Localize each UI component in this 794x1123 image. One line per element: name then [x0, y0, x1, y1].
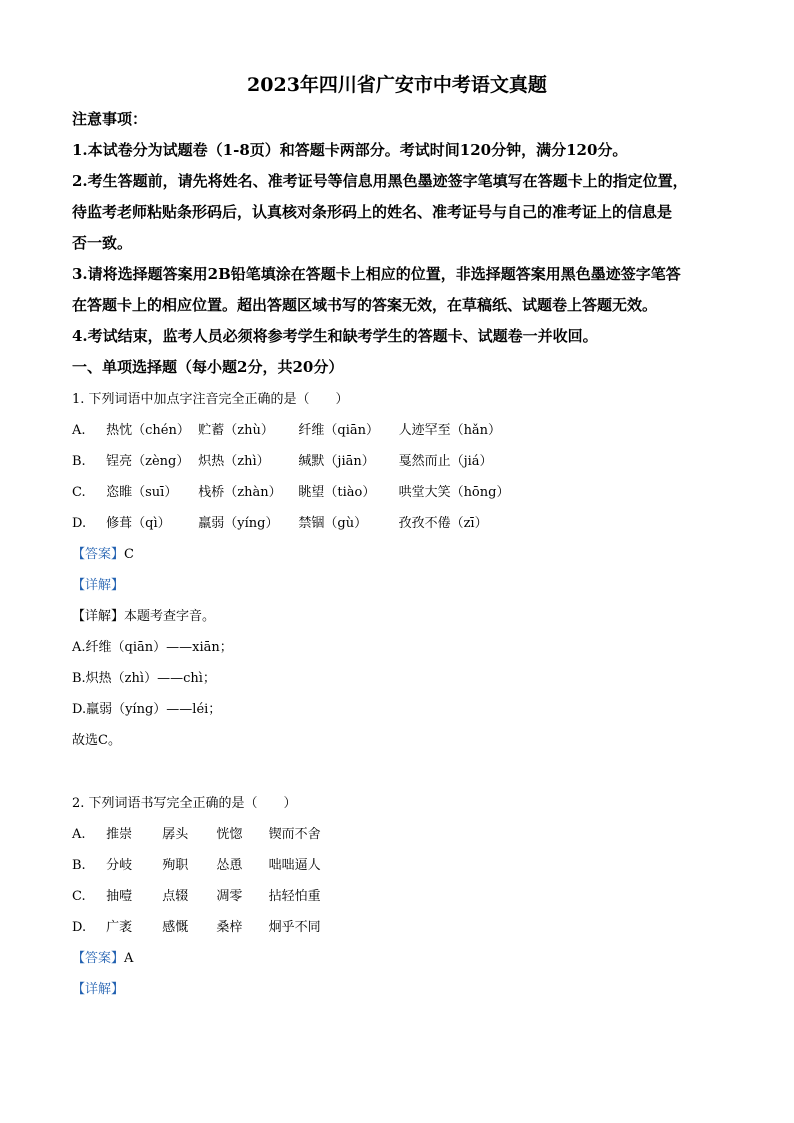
option-word: 孱头	[162, 827, 189, 842]
option-word: 孜孜不倦（zī）	[398, 516, 488, 531]
option-word: 桑梓	[216, 920, 243, 935]
option-word: 炯乎不同	[268, 920, 321, 935]
option-word: 点辍	[162, 889, 189, 904]
notice-line: 否一致。	[72, 234, 133, 252]
option-d	[72, 912, 732, 943]
option-word: 恣睢（suī）	[106, 485, 178, 500]
option-label: A.	[72, 423, 86, 438]
option-word: 缄默（jiān）	[298, 454, 375, 469]
option-word: 分岐	[106, 858, 133, 873]
question-stem: 2. 下列词语书写完全正确的是（ ）	[72, 796, 297, 811]
answer-tag: 【答案】	[72, 951, 125, 966]
option-word: 感慨	[162, 920, 189, 935]
option-c	[72, 477, 732, 508]
option-word: 怂恿	[216, 858, 243, 873]
option-b	[72, 850, 732, 881]
option-word: 栈桥（zhàn）	[198, 485, 282, 500]
option-c	[72, 881, 732, 912]
question-1	[72, 384, 732, 756]
option-label: B.	[72, 454, 86, 469]
section-heading: 一、单项选择题（每小题2分，共20分）	[72, 358, 344, 376]
option-word: 炽热（zhì）	[198, 454, 270, 469]
notice-line: 4.考试结束，监考人员必须将参考学生和缺考学生的答题卡、试题卷一并收回。	[72, 327, 598, 345]
option-word: 推崇	[106, 827, 133, 842]
option-a	[72, 819, 732, 850]
option-word: 热忱（chén）	[106, 423, 190, 438]
option-word: 拈轻怕重	[268, 889, 321, 904]
conclusion-line: 故选C。	[72, 733, 121, 748]
page-title: 2023年四川省广安市中考语文真题	[247, 74, 547, 96]
option-b	[72, 446, 732, 477]
notice-line: 2.考生答题前，请先将姓名、准考证号等信息用黑色墨迹签字笔填写在答题卡上的指定位置，	[72, 172, 688, 190]
option-a	[72, 415, 732, 446]
explain-line	[72, 601, 732, 632]
option-word: 广袤	[106, 920, 133, 935]
option-word: 羸弱（yíng）	[198, 516, 279, 531]
option-word: 禁锢（gù）	[298, 516, 368, 531]
option-label: C.	[72, 889, 86, 904]
option-label: A.	[72, 827, 86, 842]
option-word: 凋零	[216, 889, 243, 904]
answer-tag: 【答案】	[72, 547, 125, 562]
option-d	[72, 508, 732, 539]
correction-line: A.纤维（qiān）——xiān；	[72, 640, 233, 655]
option-word: 锃亮（zèng）	[106, 454, 190, 469]
option-word: 殉职	[162, 858, 189, 873]
option-label: D.	[72, 516, 87, 531]
detail-tag: 【详解】	[72, 578, 125, 593]
option-word: 哄堂大笑（hōng）	[398, 485, 510, 500]
notice-heading: 注意事项：	[72, 110, 148, 128]
answer-line	[72, 943, 732, 974]
option-word: 恍惚	[216, 827, 243, 842]
option-word: 修葺（qì）	[106, 516, 171, 531]
correction-line: D.羸弱（yíng）——léi；	[72, 702, 222, 717]
notice-line: 3.请将选择题答案用2B铅笔填涂在答题卡上相应的位置，非选择题答案用黑色墨迹签字笔答	[72, 265, 681, 283]
answer-value: A	[124, 951, 134, 966]
question-stem: 1. 下列词语中加点字注音完全正确的是（ ）	[72, 392, 349, 407]
option-word: 抽噎	[106, 889, 133, 904]
option-word: 眺望（tiào）	[298, 485, 376, 500]
option-label: C.	[72, 485, 86, 500]
notice-line: 在答题卡上的相应位置。超出答题区域书写的答案无效，在草稿纸、试题卷上答题无效。	[72, 296, 658, 314]
option-word: 咄咄逼人	[268, 858, 321, 873]
option-word: 锲而不舍	[268, 827, 321, 842]
explain-tag: 【详解】	[72, 609, 125, 624]
option-word: 人迹罕至（hǎn）	[398, 423, 502, 438]
notice-line: 待监考老师粘贴条形码后，认真核对条形码上的姓名、准考证号与自己的准考证上的信息是	[72, 203, 673, 221]
question-2	[72, 788, 732, 1005]
option-label: D.	[72, 920, 87, 935]
option-label: B.	[72, 858, 86, 873]
answer-line	[72, 539, 732, 570]
detail-tag: 【详解】	[72, 982, 125, 997]
option-word: 戛然而止（jiá）	[398, 454, 493, 469]
correction-line: B.炽热（zhì）——chì；	[72, 671, 216, 686]
notice-block	[72, 104, 732, 383]
explain-text: 本题考查字音。	[124, 609, 216, 624]
notice-line: 1.本试卷分为试题卷（1-8页）和答题卡两部分。考试时间120分钟，满分120分。	[72, 141, 628, 159]
option-word: 纤维（qiān）	[298, 423, 380, 438]
option-word: 贮蓄（zhù）	[198, 423, 274, 438]
answer-value: C	[124, 547, 134, 562]
